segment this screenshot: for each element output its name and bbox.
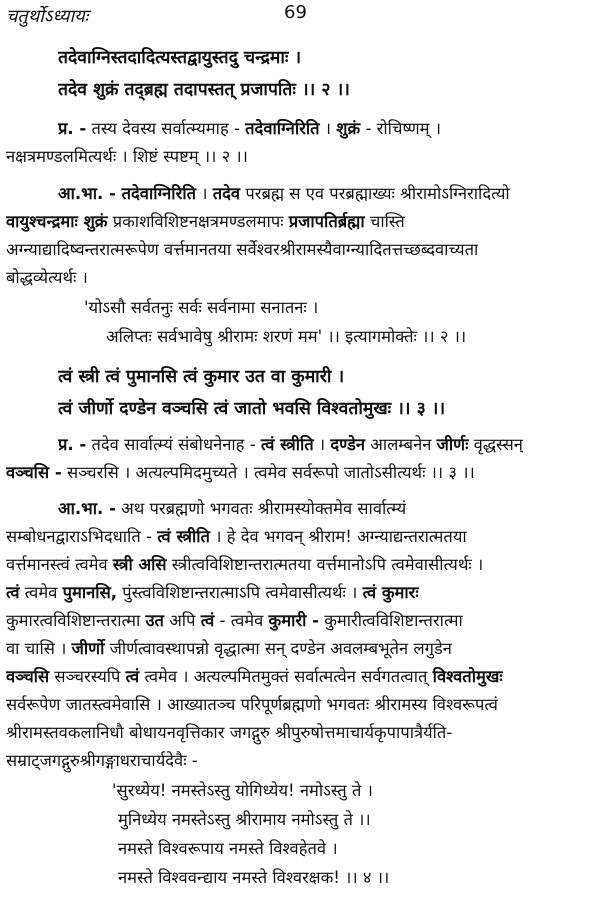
pra-bold: शुक्रं — [336, 119, 361, 138]
abha-2-line-2 — [6, 211, 405, 235]
abha-3-line-5 — [6, 610, 463, 634]
abha-text: परब्रह्म स एव परब्रह्माख्यः श्रीरामोऽग्निरादित्यो — [240, 184, 510, 203]
abha-3-quote-2: मुनिध्येय नमस्तेऽस्तु श्रीरामाय नमोऽस्तु ते ।। — [118, 810, 371, 829]
abha-2-quote-2: अलिप्तः सर्वभावेषु श्रीरामः शरणं मम' ।। इत्यागमोक्तेः ।। २ ।। — [106, 327, 467, 346]
pra-text: । — [319, 119, 337, 138]
pra-bold: दण्डेन — [330, 435, 366, 454]
abha-text: वा चासि । — [6, 639, 72, 658]
pra-text: तस्य देवस्य सर्वात्म्यमाह - — [86, 119, 246, 138]
pra-label: प्र. - — [58, 435, 87, 454]
pra-2-line-2: नक्षत्रमण्डलमित्यर्थः । शिष्टं स्पष्टम् ।। २ ।। — [6, 147, 248, 166]
abha-bold: त्वं — [200, 611, 215, 630]
abha-text: स्त्रीत्वविशिष्टान्तरात्मतया वर्त्तमानोऽपि त्वमेवासीत्यर्थः । — [166, 555, 484, 574]
abha-3-quote-3: नमस्ते विश्वरूपाय नमस्ते विश्वहेतवे । — [118, 839, 338, 858]
chapter-title: चतुर्थोऽध्यायः — [6, 6, 89, 27]
page-header — [0, 2, 600, 28]
abha-bold: तदेव — [212, 184, 241, 203]
abha-text: अथ परब्रह्मणो भगवतः श्रीरामस्योक्तमेव सार्वात्म्यं — [115, 499, 407, 518]
pra-bold: जीर्णः — [436, 435, 469, 454]
verse-3-line-2: त्वं जीर्णो दण्डेन वञ्चसि त्वं जातो भवसि विश्वतोमुखः ।। ३ ।। — [58, 399, 446, 419]
abha-label: आ.भा. - — [58, 184, 116, 203]
pra-text: आलम्बनेन — [365, 435, 437, 454]
abha-3-line-3 — [6, 554, 483, 578]
abha-text: प्रकाशविशिष्टनक्षत्रमण्डलमापः — [107, 212, 289, 231]
page-number: 69 — [284, 2, 307, 23]
abha-3-line-10: सम्राट्जगद्गुरुश्रीगङ्गाधराचार्यदेवैः - — [6, 751, 198, 770]
abha-text: पुंस्त्वविशिष्टान्तरात्माऽपि त्वमेवासीत्यर्थः । — [117, 583, 363, 602]
abha-3-line-7 — [6, 666, 503, 690]
abha-bold: वायुश्चन्द्रमाः शुक्रं — [6, 212, 108, 231]
abha-2-quote-1: 'योऽसौ सर्वतनुः सर्वः सर्वनामा सनातनः । — [84, 298, 319, 317]
abha-text: जीर्णत्वावस्थापन्नो वृद्धात्मा सन् दण्डेन अवलम्बभूतेन लगुडेन — [104, 639, 452, 658]
abha-3-line-4 — [6, 582, 419, 606]
abha-bold: कुमारी - — [268, 611, 319, 630]
pra-3-line-1 — [58, 434, 523, 458]
abha-bold: प्रजापतिर्ब्रह्मा — [288, 212, 365, 231]
pra-text: । — [313, 435, 331, 454]
pra-label: प्र. - — [58, 119, 87, 138]
abha-text: अपि — [163, 611, 201, 630]
abha-text: - त्वमेव — [214, 611, 269, 630]
abha-3-line-1 — [58, 498, 406, 522]
abha-bold: जीर्णो — [71, 639, 105, 658]
pra-text: तदेव सार्वात्म्यं संबोधनेनाह - — [86, 435, 261, 454]
abha-text: । — [196, 184, 213, 203]
pra-bold: त्वं स्त्रीति — [260, 435, 314, 454]
abha-text: त्वमेव । अत्यल्पमितमुक्तं सर्वात्मत्वेन सर्वगतत्वात् — [139, 667, 433, 686]
abha-text: । हे देव भगवन् श्रीराम! अग्न्याद्यन्तरात्मतया — [209, 527, 467, 546]
abha-bold: वञ्चसि — [6, 667, 50, 686]
abha-bold: त्वं कुमारः — [362, 583, 419, 602]
abha-3-quote-4: नमस्ते विश्ववन्द्याय नमस्ते विश्वरक्षक! ।। ४ ।। — [118, 868, 390, 887]
abha-text: सञ्चरस्यपि — [49, 667, 126, 686]
abha-text: सम्बोधनद्वाराऽभिदधाति - — [6, 527, 158, 546]
pra-text: - रोचिष्णम् । — [360, 119, 442, 138]
abha-3-line-6 — [6, 638, 452, 662]
abha-bold: पुमानसि, — [62, 583, 117, 602]
verse-2-line-1: तदेवाग्निस्तदादित्यस्तद्वायुस्तदु चन्द्रमाः । — [58, 48, 302, 68]
abha-text: चास्ति — [364, 212, 405, 231]
pra-bold: वञ्चसि - — [6, 463, 62, 482]
abha-text: कुमारत्वविशिष्टान्तरात्मा — [6, 611, 146, 630]
verse-2-line-2: तदेव शुक्रं तद्ब्रह्म तदापस्तत् प्रजापतिः ।। २ ।। — [58, 80, 350, 100]
abha-bold: त्वं — [125, 667, 140, 686]
abha-bold: स्त्री असि — [112, 555, 167, 574]
abha-label: आ.भा. - — [58, 499, 116, 518]
pra-text: वृद्धस्सन् — [468, 435, 523, 454]
abha-3-quote-1: 'सुरध्येय! नमस्तेऽस्तु योगिध्येय! नमोऽस्तु ते । — [112, 781, 373, 800]
abha-bold: त्वं — [6, 583, 20, 602]
abha-3-line-9: श्रीरामस्तवकलानिधौ बोधायनवृत्तिकार जगद्गुरु श्रीपुरुषोत्तमाचार्यकृपापात्रैर्यति- — [6, 723, 453, 742]
abha-3-line-2 — [6, 526, 467, 550]
pra-2-line-1 — [58, 118, 441, 142]
abha-2-line-4: बोद्धव्येत्यर्थः । — [6, 268, 88, 287]
pra-text: सञ्चरसि । अत्यल्पमिदमुच्यते । त्वमेव सर्वरूपो जातोऽसीत्यर्थः ।। ३ ।। — [61, 463, 475, 482]
abha-2-line-1 — [58, 183, 510, 207]
abha-bold: विश्वतोमुखः — [432, 667, 503, 686]
abha-text: कुमारीत्वविशिष्टान्तरात्मा — [318, 611, 463, 630]
abha-text: त्वमेव — [19, 583, 63, 602]
abha-bold: त्वं स्त्रीति — [157, 527, 210, 546]
abha-2-line-3: अग्न्याद्यादिष्वन्तरात्मरूपेण वर्त्तमानतया सर्वेश्वरश्रीरामस्यैवाग्न्यादितत्तच्छब्दवाच्यता — [6, 240, 479, 259]
pra-bold: तदेवाग्निरिति — [245, 119, 320, 138]
verse-3-line-1: त्वं स्त्री त्वं पुमानसि त्वं कुमार उत वा कुमारी । — [58, 367, 345, 387]
abha-text: वर्त्तमानस्त्वं त्वमेव — [6, 555, 113, 574]
abha-3-line-8: सर्वरूपेण जातस्त्वमेवासि । आख्यातञ्च परिपूर्णब्रह्मणो भगवतः श्रीरामस्य विश्वरूपत्वं — [6, 695, 498, 714]
pra-3-line-2 — [6, 462, 475, 486]
abha-bold: तदेवाग्निरिति — [115, 184, 197, 203]
abha-bold: उत — [145, 611, 164, 630]
